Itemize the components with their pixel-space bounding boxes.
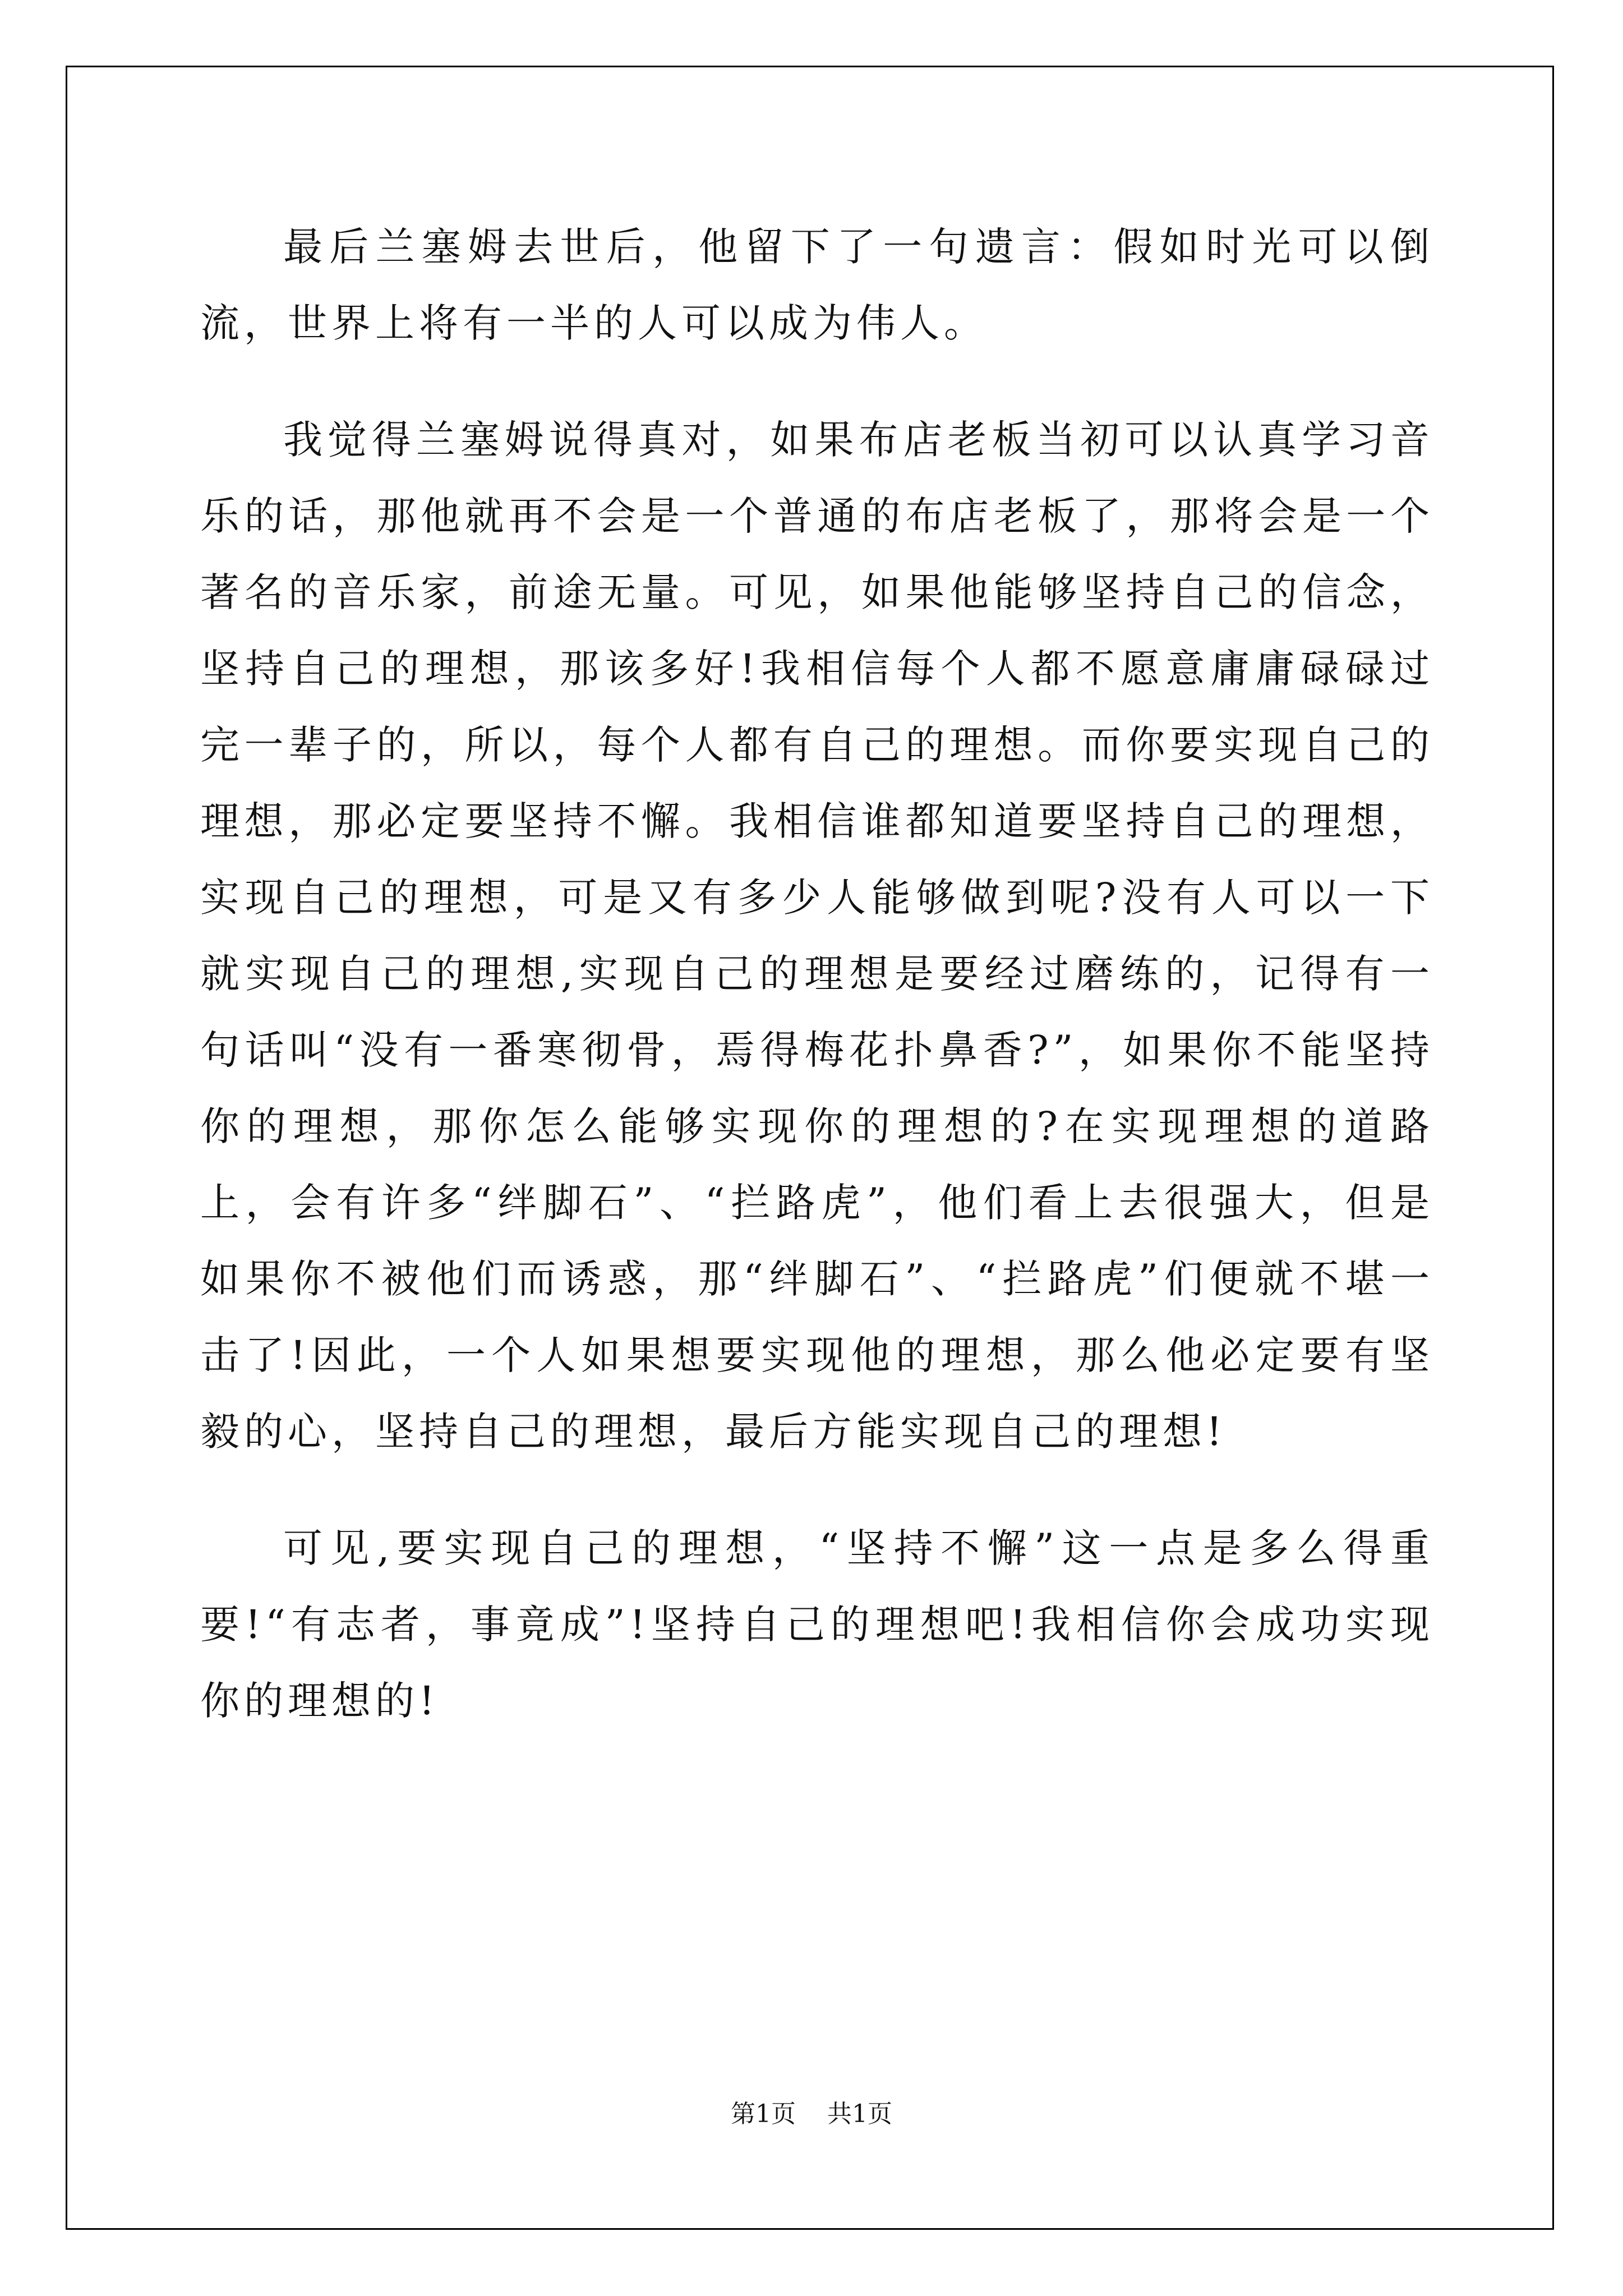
paragraph-2: 我觉得兰塞姆说得真对，如果布店老板当初可以认真学习音乐的话，那他就再不会是一个普通的布店老板了，那将会是一个著名的音乐家，前途无量。可见，如果他能够坚持自己的信念，坚持自己的理想，那该多好!我相信每个人都不愿意庸庸碌碌过完一辈子的，所以，每个人都有自己的理想。而你要实现自己的理想，那必定要坚持不懈。我相信谁都知道要坚持自己的理想，实现自己的理想，可是又有多少人能够做到呢?没有人可以一下就实现自己的理想,实现自己的理想是要经过磨练的，记得有一句话叫“没有一番寒彻骨，焉得梅花扑鼻香?”，如果你不能坚持你的理想，那你怎么能够实现你的理想的?在实现理想的道路上，会有许多“绊脚石”、“拦路虎”，他们看上去很强大，但是如果你不被他们而诱惑，那“绊脚石”、“拦路虎”们便就不堪一击了!因此，一个人如果想要实现他的理想，那么他必定要有坚毅的心，坚持自己的理想，最后方能实现自己的理想! [200, 417, 1434, 1455]
page-footer [0, 2093, 1623, 2129]
document-body [200, 209, 1434, 1779]
paragraph-1: 最后兰塞姆去世后，他留下了一句遗言：假如时光可以倒流，世界上将有一半的人可以成为伟人。 [200, 224, 1434, 346]
page-number: 第1页 [731, 2100, 796, 2128]
page-count: 共1页 [827, 2100, 892, 2128]
paragraph-3: 可见,要实现自己的理想，“坚持不懈”这一点是多么得重要!“有志者，事竟成”!坚持自己的理想吧!我相信你会成功实现你的理想的! [200, 1525, 1434, 1724]
